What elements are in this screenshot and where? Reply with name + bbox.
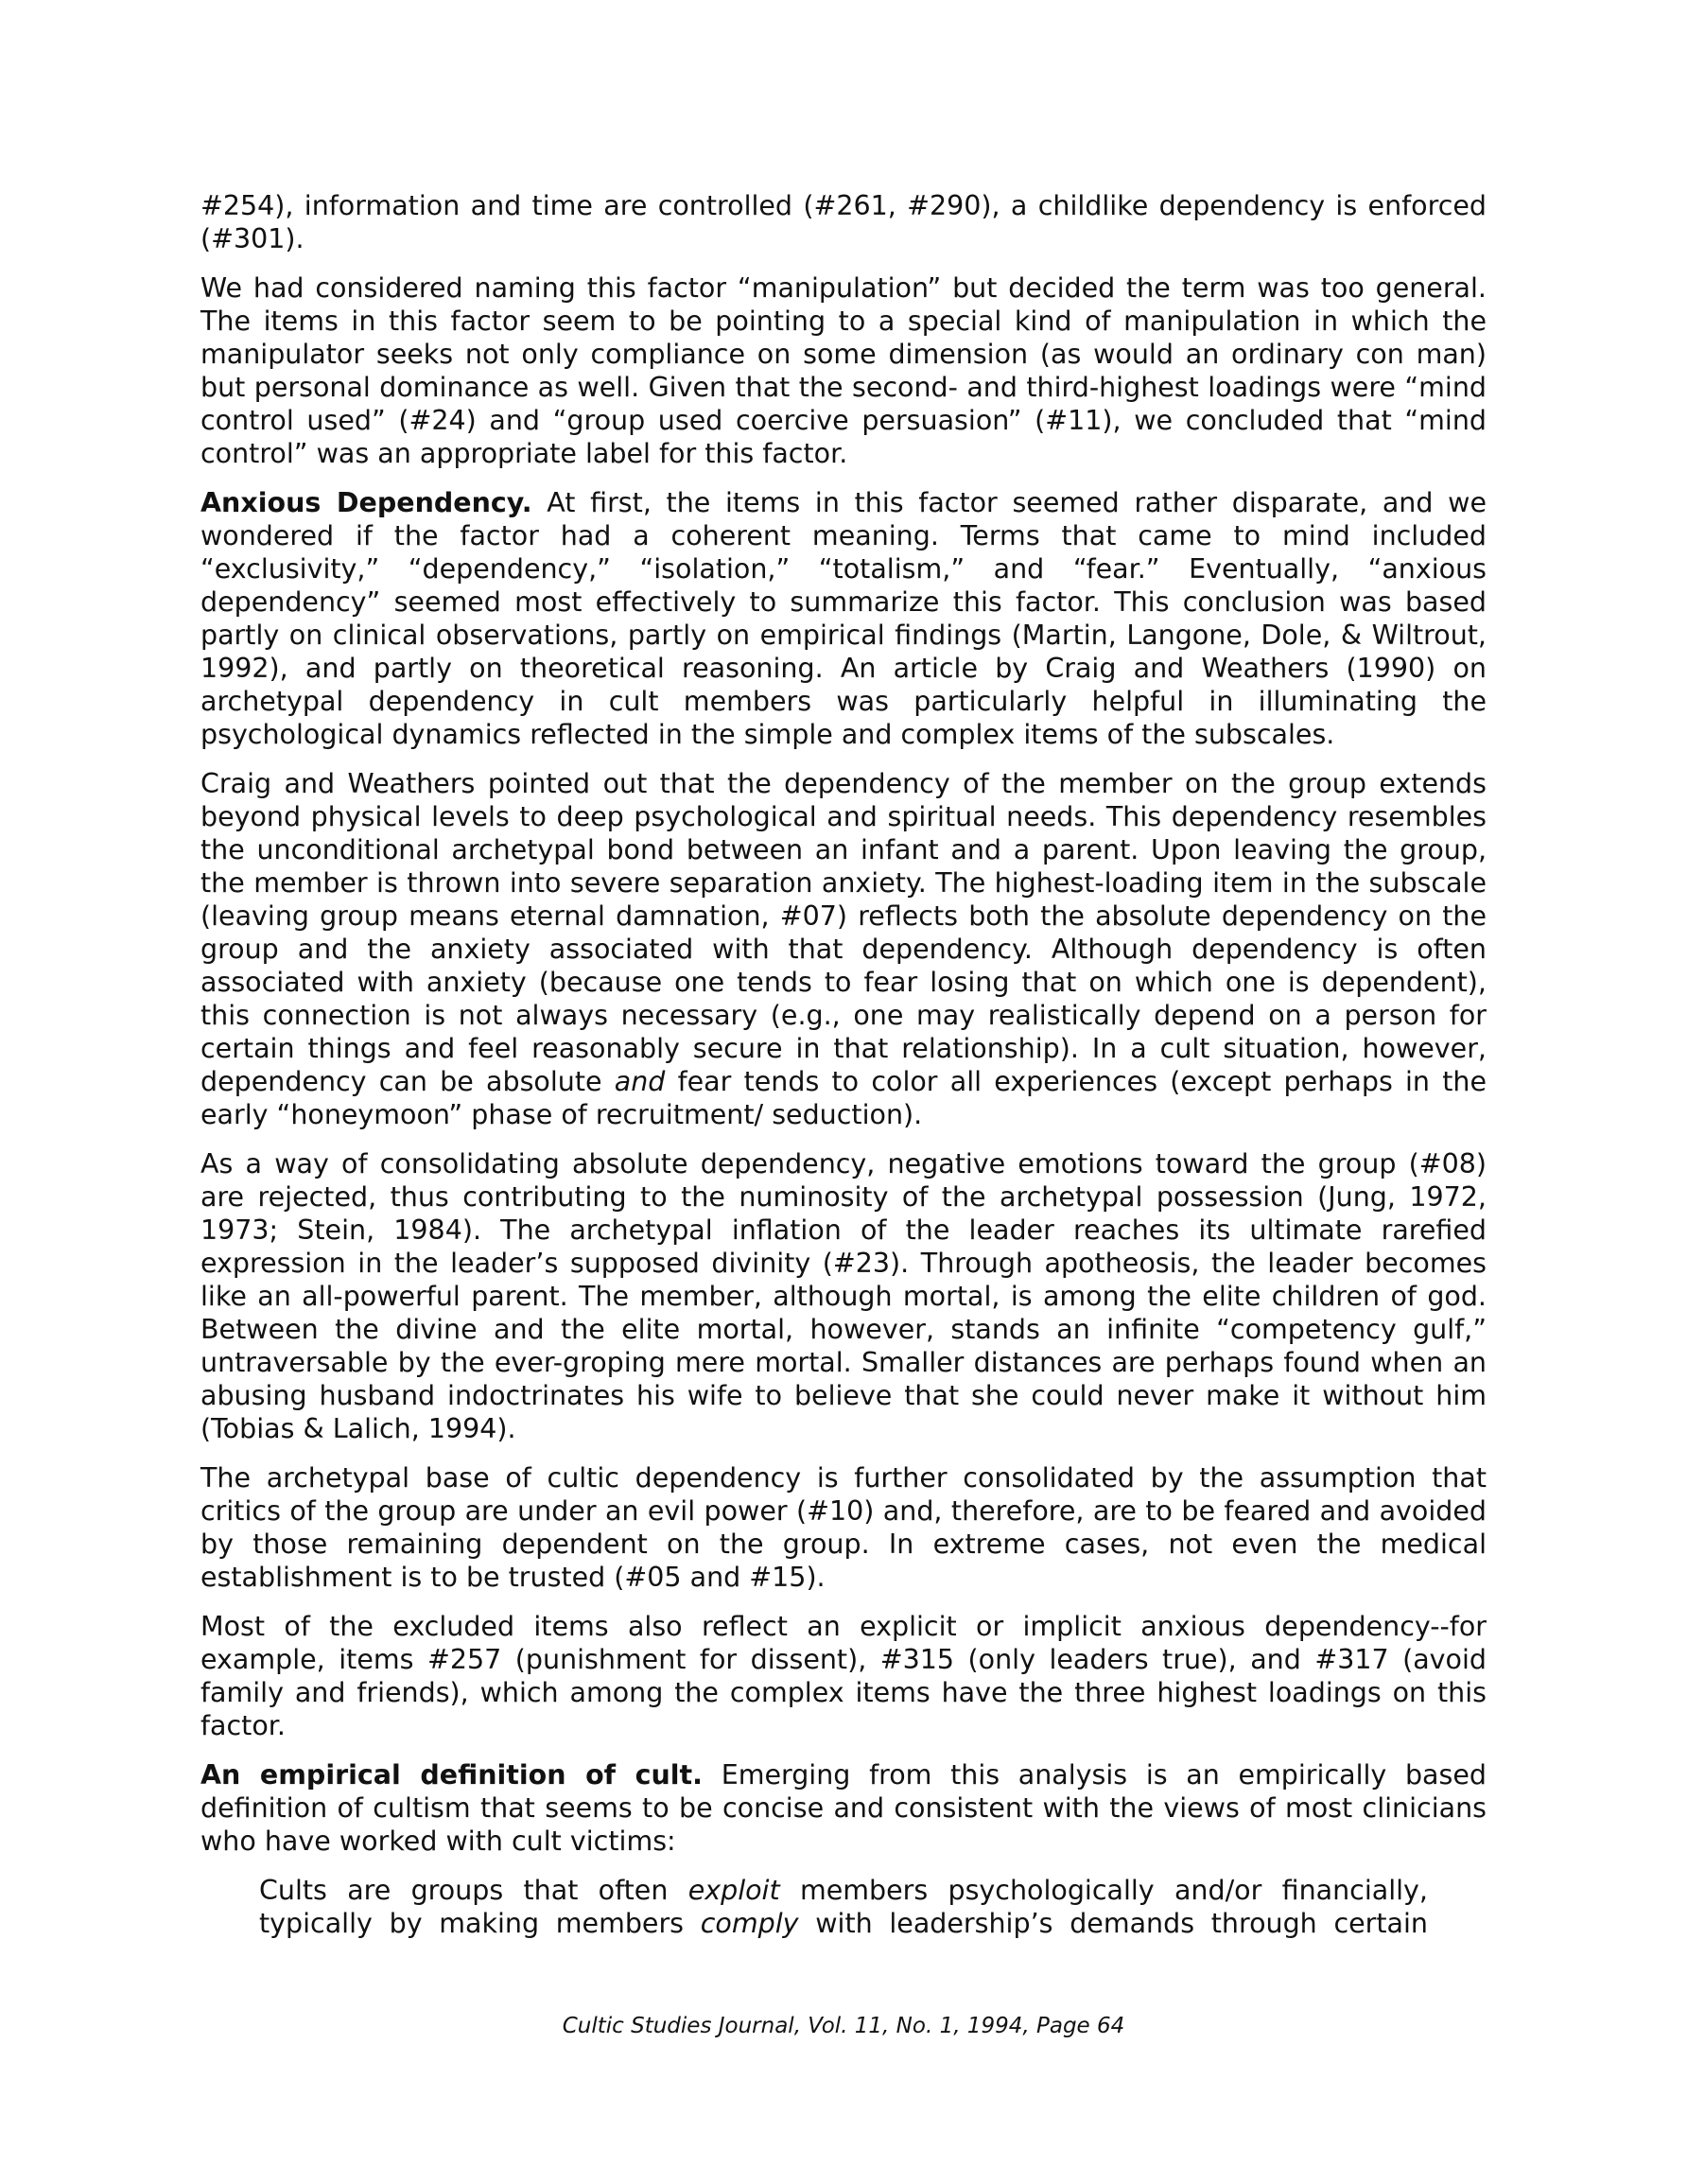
section-heading-empirical-definition: An empirical definition of cult. — [200, 1759, 704, 1791]
paragraph-craig-weathers — [200, 767, 1487, 1131]
paragraph-text: We had considered naming this factor “manipulation” but decided the term was too general. The items in this factor seem to be pointing to a special kind of manipulation in which the manipulator seeks not only compliance on some dimension (as would an ordinary con man) but personal dominance as well. Given that the second- and third-highest loadings were “mind control used” (#24) and “group used coercive persuasion” (#11), we concluded that “mind control” was an appropriate label for this factor. — [200, 272, 1487, 469]
paragraph-archetypal-base — [200, 1461, 1487, 1594]
paragraph-empirical-definition — [200, 1758, 1487, 1858]
definition-blockquote — [259, 1874, 1428, 1940]
page-body — [200, 189, 1487, 1940]
paragraph-anxious-dependency — [200, 486, 1487, 751]
blockquote-text: Cults are groups that often — [259, 1875, 688, 1906]
paragraph-text: #254), information and time are controlled (#261, #290), a childlike dependency is enforced (#301). — [200, 190, 1487, 254]
paragraph-text: Emerging from this analysis is an empirically based definition of cultism that seems to be concise and consistent with the views of most clinicians who have worked with cult victims: — [200, 1759, 1487, 1857]
blockquote-text: with leadership’s demands through certain — [798, 1908, 1428, 1939]
emphasis-text: comply — [700, 1908, 799, 1939]
emphasis-text: exploit — [687, 1875, 780, 1906]
paragraph-text: The archetypal base of cultic dependency is further consolidated by the assumption that critics of the group are under an evil power (#10) and, therefore, are to be feared and avoided by those remaining dependent on the group. In extreme cases, not even the medical establishment is to be trusted (#05 and #15). — [200, 1462, 1487, 1593]
paragraph-text: As a way of consolidating absolute dependency, negative emotions toward the group (#08) are rejected, thus contributing to the numinosity of the archetypal possession (Jung, 1972, 1973; Stein, 1984). The archetypal inflation of the leader reaches its ultimate rarefied expression in the leader’s supposed divinity (#23). Through apotheosis, the leader becomes like an all-powerful parent. The member, although mortal, is among the elite children of god. Between the divine and the elite mortal, however, stands an infinite “competency gulf,” untraversable by the ever-groping mere mortal. Smaller distances are perhaps found when an abusing husband indoctrinates his wife to believe that she could never make it without him (Tobias & Lalich, 1994). — [200, 1148, 1487, 1444]
section-heading-anxious-dependency: Anxious Dependency. — [200, 487, 532, 518]
paragraph-excluded-items — [200, 1610, 1487, 1742]
blockquote-text: members psychologically and/or financially, typically by making members — [259, 1875, 1428, 1939]
paragraph-text: fear tends to color all experiences (except perhaps in the early “honeymoon” phase of recruitment/ seduction). — [200, 1066, 1487, 1130]
paragraph-text: Most of the excluded items also reflect an explicit or implicit anxious dependency--for example, items #257 (punishment for dissent), #315 (only leaders true), and #317 (avoid family and friends), which among the complex items have the three highest loadings on this factor. — [200, 1611, 1487, 1741]
emphasis-text: and — [614, 1066, 666, 1097]
paragraph-text: At first, the items in this factor seemed rather disparate, and we wondered if the factor had a coherent meaning. Terms that came to mind included “exclusivity,” “dependency,” “isolation,” “totalism,” and “fear.” Eventually, “anxious dependency” seemed most effectively to summarize this factor. This conclusion was based partly on clinical observations, partly on empirical findings (Martin, Langone, Dole, & Wiltrout, 1992), and partly on theoretical reasoning. An article by Craig and Weathers (1990) on archetypal dependency in cult members was particularly helpful in illuminating the psychological dynamics reflected in the simple and complex items of the subscales. — [200, 487, 1487, 750]
paragraph-text: Craig and Weathers pointed out that the dependency of the member on the group extends beyond physical levels to deep psychological and spiritual needs. This dependency resembles the unconditional archetypal bond between an infant and a parent. Upon leaving the group, the member is thrown into severe separation anxiety. The highest-loading item in the subscale (leaving group means eternal damnation, #07) reflects both the absolute dependency on the group and the anxiety associated with that dependency. Although dependency is often associated with anxiety (because one tends to fear losing that on which one is dependent), this connection is not always necessary (e.g., one may realistically depend on a person for certain things and feel reasonably secure in that relationship). In a cult situation, however, dependency can be absolute — [200, 768, 1487, 1097]
paragraph-continuation — [200, 189, 1487, 255]
paragraph-mind-control-naming — [200, 271, 1487, 470]
paragraph-consolidating-dependency — [200, 1147, 1487, 1445]
page-footer: Cultic Studies Journal, Vol. 11, No. 1, 1994, Page 64 — [562, 2014, 1125, 2038]
